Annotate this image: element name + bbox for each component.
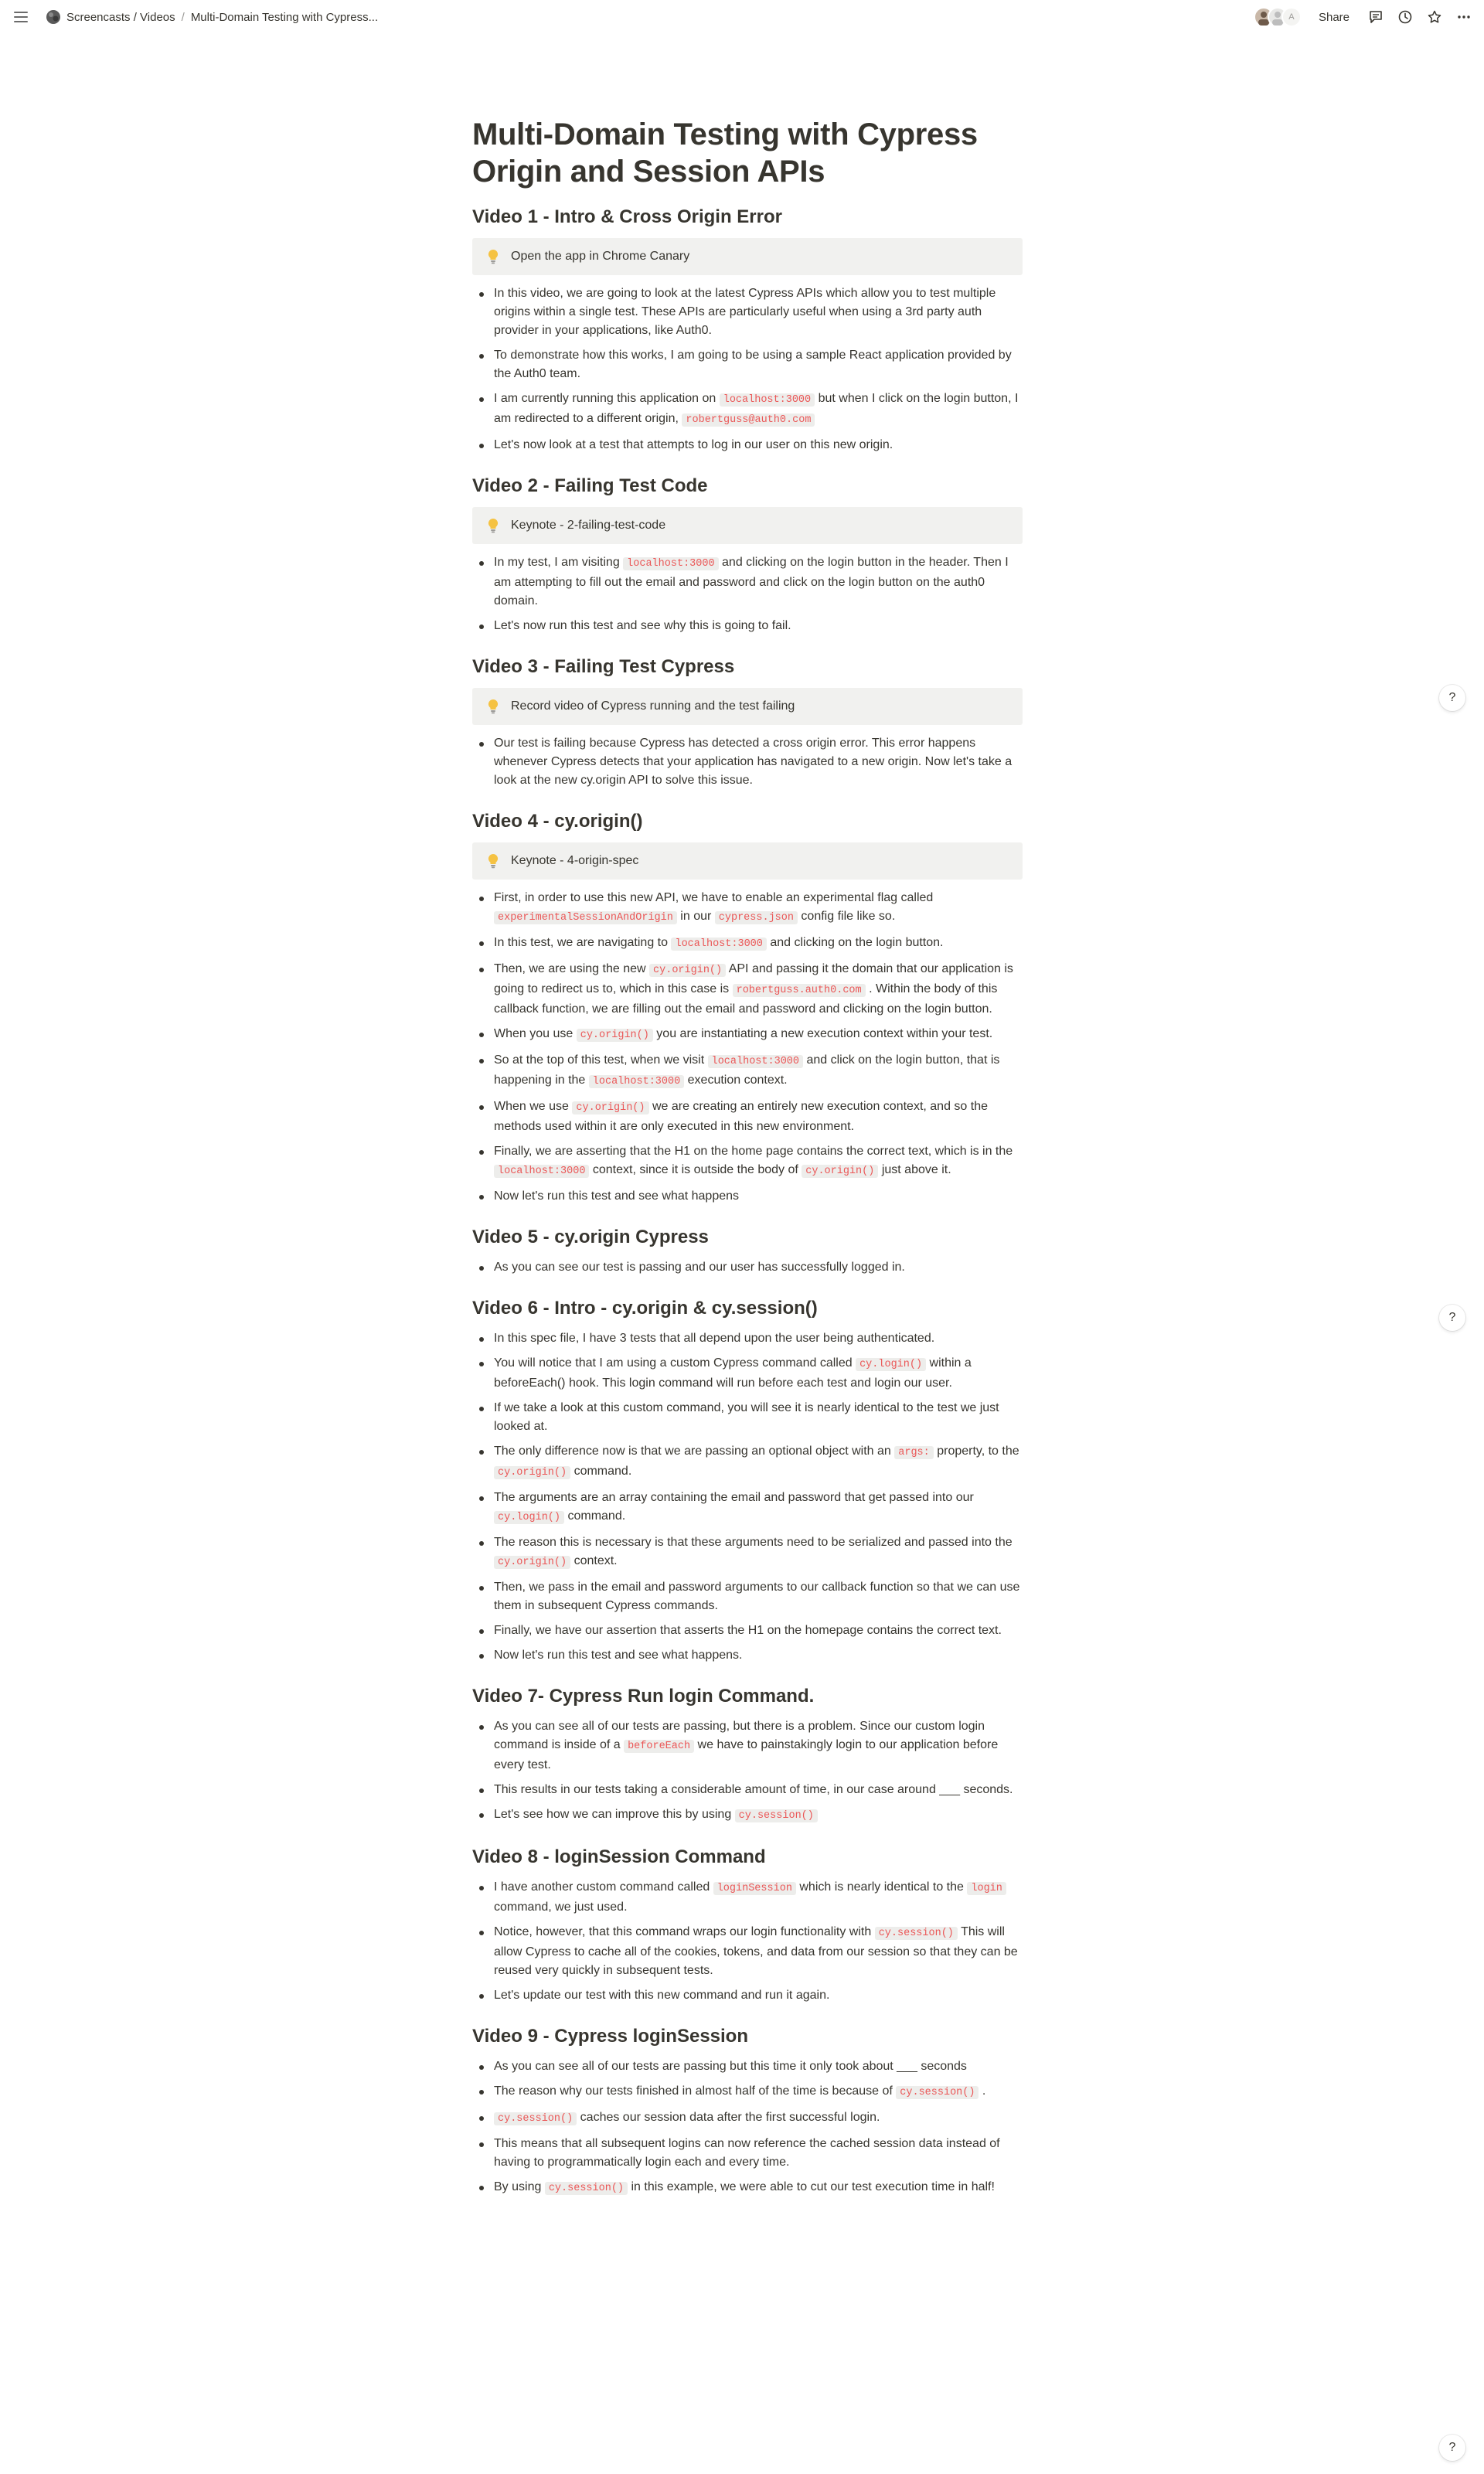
list-item-text: we are creating an entirely new execution context, and so the methods used within it are only executed in this new environment. [494, 1100, 988, 1133]
section-heading[interactable]: Video 8 - loginSession Command [472, 1846, 766, 1867]
breadcrumb [45, 9, 378, 26]
video-section [472, 1297, 1023, 1665]
bullet-list [472, 1329, 1023, 1665]
page-emoji-icon [45, 9, 62, 26]
sections-container [472, 206, 1023, 2198]
list-item-text: command, we just used. [494, 1901, 628, 1914]
list-item-text: I am currently running this application on [494, 392, 720, 405]
list-item[interactable] [472, 960, 1023, 1019]
list-item-text: but when I click on the login button, I am redirected to a different origin, [494, 392, 1019, 425]
list-item-text: and click on the login button, that is happening in the [494, 1053, 1000, 1087]
video-section [472, 810, 1023, 1206]
list-item-text: which is nearly identical to the [795, 1880, 968, 1894]
list-item-text: Then, we are using the new [494, 962, 650, 975]
list-item-text: Finally, we are asserting that the H1 on the home page contains the correct text, which is in the [494, 1145, 1013, 1158]
bullet-list [472, 1878, 1023, 2005]
list-item[interactable] [472, 1781, 1023, 1799]
section-heading[interactable]: Video 7- Cypress Run login Command. [472, 1686, 815, 1707]
list-item-text: we have to painstakingly login to our application before every test. [494, 1738, 999, 1771]
lightbulb-icon [485, 698, 502, 715]
list-item[interactable] [472, 1489, 1023, 1527]
list-item[interactable] [472, 1442, 1023, 1482]
inline-code: cy.origin() [494, 1556, 570, 1569]
list-item-text: caches our session data after the first successful login. [577, 2111, 880, 2124]
bullet-list [472, 1258, 1023, 1277]
comment-icon [1368, 9, 1384, 25]
list-item-text: command. [564, 1509, 626, 1523]
list-item-text: When we use [494, 1100, 573, 1113]
list-item-text: This means that all subsequent logins can now reference the cached session data instead of having to programmatically login each and every time. [494, 2137, 1000, 2169]
list-item[interactable] [472, 1646, 1023, 1665]
list-item[interactable] [472, 1923, 1023, 1980]
comments-button[interactable] [1367, 8, 1385, 26]
section-heading[interactable]: Video 6 - Intro - cy.origin & cy.session() [472, 1298, 818, 1319]
hamburger-icon [14, 12, 28, 22]
video-section [472, 655, 1023, 790]
lightbulb-icon [485, 517, 502, 534]
inline-code: cypress.json [715, 911, 798, 924]
inline-code: cy.origin() [577, 1029, 653, 1042]
list-item[interactable] [472, 734, 1023, 790]
section-heading[interactable]: Video 9 - Cypress loginSession [472, 2026, 748, 2047]
list-item[interactable] [472, 1533, 1023, 1572]
video-section [472, 2025, 1023, 2198]
updates-button[interactable] [1396, 8, 1414, 26]
inline-code: cy.origin() [649, 964, 726, 977]
help-button[interactable]: ? [1439, 685, 1465, 711]
bullet-list [472, 889, 1023, 1206]
list-item-text: The arguments are an array containing the email and password that get passed into our [494, 1491, 974, 1504]
inline-code: beforeEach [624, 1740, 694, 1753]
list-item-text: Notice, however, that this command wraps our login functionality with [494, 1925, 875, 1938]
inline-code: cy.origin() [494, 1466, 570, 1479]
inline-code: localhost:3000 [708, 1055, 803, 1068]
list-item-text: execution context. [684, 1074, 788, 1087]
callout-block[interactable] [472, 238, 1023, 275]
list-item-text: within a beforeEach() hook. This login command will run before each test and login our user. [494, 1356, 972, 1390]
list-item-text: you are instantiating a new execution context within your test. [652, 1027, 993, 1040]
callout-block[interactable] [472, 507, 1023, 544]
list-item-text: As you can see all of our tests are passing but this time it only took about ___ seconds [494, 2060, 967, 2073]
list-item[interactable] [472, 1329, 1023, 1348]
star-icon [1427, 9, 1442, 25]
page-content [472, 116, 1023, 2218]
callout-text: Record video of Cypress running and the test failing [511, 699, 795, 713]
list-item-text: As you can see all of our tests are passing, but there is a problem. Since our custom login command is inside of a [494, 1720, 985, 1751]
share-button[interactable]: Share [1318, 10, 1350, 24]
list-item-text: . [979, 2084, 986, 2098]
inline-code: localhost:3000 [720, 393, 815, 407]
list-item-text: You will notice that I am using a custom Cypress command called [494, 1356, 856, 1370]
list-item-text: In my test, I am visiting [494, 556, 624, 569]
section-heading[interactable]: Video 1 - Intro & Cross Origin Error [472, 206, 782, 227]
list-item-text: and clicking on the login button in the header. Then I am attempting to fill out the email and password and click on the login button on the auth0 domain. [494, 556, 1009, 607]
callout-text: Open the app in Chrome Canary [511, 250, 690, 263]
bullet-list [472, 553, 1023, 635]
inline-code: login [967, 1882, 1006, 1895]
list-item[interactable] [472, 1258, 1023, 1277]
list-item-text: The only difference now is that we are passing an optional object with an [494, 1445, 895, 1458]
favorite-button[interactable] [1425, 8, 1444, 26]
bullet-list [472, 734, 1023, 790]
list-item[interactable] [472, 1354, 1023, 1393]
inline-code: cy.login() [856, 1358, 926, 1371]
list-item-text: Then, we pass in the email and password arguments to our callback function so that we can use them in subsequent Cypress commands. [494, 1581, 1020, 1612]
section-heading[interactable]: Video 3 - Failing Test Cypress [472, 656, 735, 677]
lightbulb-icon [485, 248, 502, 265]
list-item-text: Now let's run this test and see what happens [494, 1189, 740, 1203]
page-title[interactable]: Multi-Domain Testing with Cypress Origin and Session APIs [472, 117, 978, 189]
list-item[interactable] [472, 1986, 1023, 2005]
video-section [472, 475, 1023, 635]
collaborator-avatars[interactable] [1254, 7, 1302, 27]
list-item-text: just above it. [878, 1163, 951, 1176]
list-item-text: API and passing it the domain that our application is going to redirect us to, which in this case is [494, 962, 1013, 995]
list-item[interactable] [472, 2082, 1023, 2102]
list-item[interactable] [472, 1142, 1023, 1181]
more-options-button[interactable] [1455, 8, 1473, 26]
list-item-text: The reason this is necessary is that these arguments need to be serialized and passed into the [494, 1536, 1013, 1549]
inline-code: cy.session() [494, 2112, 577, 2125]
inline-code: loginSession [713, 1882, 796, 1895]
section-heading[interactable]: Video 2 - Failing Test Code [472, 475, 708, 496]
list-item-text: in this example, we were able to cut our test execution time in half! [628, 2180, 995, 2193]
inline-code: robertguss.auth0.com [733, 984, 866, 997]
list-item[interactable] [472, 1578, 1023, 1615]
section-heading[interactable]: Video 4 - cy.origin() [472, 811, 643, 832]
help-button[interactable]: ? [1439, 1305, 1465, 1331]
list-item-text: As you can see our test is passing and our user has successfully logged in. [494, 1261, 905, 1274]
list-item-text: Our test is failing because Cypress has detected a cross origin error. This error happens whenever Cypress detects that your application has navigated to a new origin. Now let's take a look at the new cy.origin API to solve this issue. [494, 737, 1013, 787]
list-item[interactable] [472, 2108, 1023, 2129]
list-item-text: This results in our tests taking a considerable amount of time, in our case around ___ seconds. [494, 1783, 1013, 1796]
inline-code: cy.session() [545, 2182, 628, 2195]
lightbulb-icon [485, 852, 502, 869]
list-item-text: If we take a look at this custom command, you will see it is nearly identical to the test we just looked at. [494, 1401, 999, 1433]
inline-code: robertguss@auth0.com [682, 413, 815, 427]
help-button[interactable]: ? [1439, 2435, 1465, 2461]
video-section [472, 1685, 1023, 1826]
bullet-list [472, 1717, 1023, 1826]
list-item-text: First, in order to use this new API, we have to enable an experimental flag called [494, 891, 934, 904]
callout-text: Keynote - 4-origin-spec [511, 854, 639, 867]
video-section [472, 206, 1023, 454]
list-item-text: command. [570, 1465, 632, 1478]
top-actions [1254, 0, 1473, 34]
list-item-text: Let's now run this test and see why this is going to fail. [494, 619, 791, 632]
list-item-text: Let's update our test with this new command and run it again. [494, 1989, 830, 2002]
section-heading[interactable]: Video 5 - cy.origin Cypress [472, 1227, 709, 1247]
inline-code: cy.session() [875, 1927, 958, 1940]
sidebar-toggle-button[interactable] [11, 7, 31, 27]
inline-code: localhost:3000 [494, 1165, 589, 1178]
list-item-text: By using [494, 2180, 545, 2193]
inline-code: args: [894, 1446, 934, 1459]
bullet-list [472, 284, 1023, 454]
list-item[interactable] [472, 1878, 1023, 1917]
list-item-text: in our [676, 910, 715, 923]
list-item[interactable] [472, 436, 1023, 454]
list-item[interactable] [472, 889, 1023, 927]
video-section [472, 1846, 1023, 2005]
callout-text: Keynote - 2-failing-test-code [511, 519, 666, 532]
callout-block[interactable] [472, 688, 1023, 725]
list-item[interactable] [472, 1051, 1023, 1091]
clock-icon [1397, 9, 1413, 25]
list-item[interactable] [472, 2135, 1023, 2172]
list-item[interactable] [472, 1622, 1023, 1640]
inline-code: cy.origin() [802, 1165, 878, 1178]
inline-code: cy.origin() [572, 1101, 648, 1114]
list-item[interactable] [472, 1717, 1023, 1775]
video-section [472, 1226, 1023, 1277]
avatar: A [1281, 7, 1302, 27]
list-item-text: property, to the [933, 1445, 1019, 1458]
list-item-text: To demonstrate how this works, I am going to be using a sample React application provided by the Auth0 team. [494, 349, 1012, 380]
list-item-text: and clicking on the login button. [766, 936, 944, 949]
list-item[interactable] [472, 346, 1023, 383]
inline-code: cy.session() [735, 1809, 818, 1822]
list-item-text: So at the top of this test, when we visit [494, 1053, 708, 1067]
list-item-text: In this test, we are navigating to [494, 936, 672, 949]
list-item[interactable] [472, 553, 1023, 611]
list-item-text: Now let's run this test and see what happens. [494, 1649, 743, 1662]
top-bar [0, 0, 1484, 34]
list-item-text: The reason why our tests finished in almost half of the time is because of [494, 2084, 897, 2098]
list-item-text: . Within the body of this callback function, we are filling out the email and password and clicking on the login button. [494, 982, 998, 1016]
list-item[interactable] [472, 1097, 1023, 1136]
list-item-text: Finally, we have our assertion that asserts the H1 on the homepage contains the correct text. [494, 1624, 1002, 1637]
list-item-text: In this video, we are going to look at the latest Cypress APIs which allow you to test multiple origins within a single test. These APIs are particularly useful when using a 3rd party auth provider in your applications, like Auth0. [494, 287, 996, 337]
list-item[interactable] [472, 934, 1023, 954]
inline-code: experimentalSessionAndOrigin [494, 911, 677, 924]
bullet-list [472, 2057, 1023, 2198]
list-item[interactable] [472, 390, 1023, 430]
list-item[interactable] [472, 1805, 1023, 1826]
breadcrumb-current-link[interactable]: Multi-Domain Testing with Cypress... [190, 10, 379, 24]
callout-block[interactable] [472, 842, 1023, 880]
list-item-text: config file like so. [797, 910, 896, 923]
more-dots-icon [1456, 9, 1472, 25]
inline-code: localhost:3000 [589, 1075, 684, 1088]
list-item[interactable] [472, 1025, 1023, 1045]
inline-code: localhost:3000 [623, 557, 718, 570]
inline-code: cy.session() [896, 2086, 979, 2099]
list-item-text: This will allow Cypress to cache all of the cookies, tokens, and data from our session so that they can be reused very quickly in subsequent tests. [494, 1925, 1018, 1977]
list-item[interactable] [472, 2178, 1023, 2198]
list-item[interactable] [472, 1187, 1023, 1206]
list-item-text: In this spec file, I have 3 tests that all depend upon the user being authenticated. [494, 1332, 935, 1345]
list-item-text: context, since it is outside the body of [589, 1163, 802, 1176]
list-item-text: context. [570, 1554, 618, 1567]
list-item[interactable] [472, 1399, 1023, 1436]
list-item[interactable] [472, 284, 1023, 340]
inline-code: cy.login() [494, 1511, 564, 1524]
list-item-text: I have another custom command called [494, 1880, 713, 1894]
breadcrumb-parent-link[interactable]: Screencasts / Videos [66, 10, 175, 24]
list-item-text: Let's now look at a test that attempts to log in our user on this new origin. [494, 438, 893, 451]
list-item-text: When you use [494, 1027, 577, 1040]
list-item[interactable] [472, 2057, 1023, 2076]
breadcrumb-separator: / [181, 10, 185, 24]
list-item[interactable] [472, 617, 1023, 635]
list-item-text: Let's see how we can improve this by using [494, 1808, 735, 1821]
inline-code: localhost:3000 [671, 938, 766, 951]
